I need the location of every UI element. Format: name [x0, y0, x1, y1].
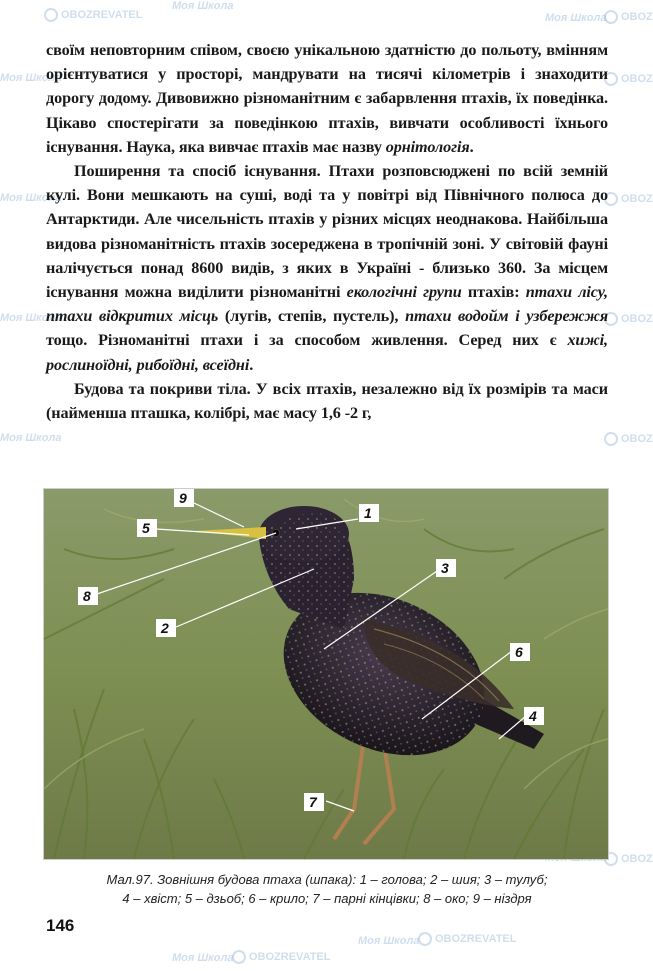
label-7: 7 — [309, 794, 317, 810]
label-2: 2 — [161, 620, 169, 636]
watermark: OBOZ — [604, 192, 653, 206]
obozrevatel-logo-icon — [232, 950, 246, 964]
watermark: OBOZ — [604, 10, 653, 24]
starling-illustration — [44, 489, 608, 859]
watermark: OBOZ — [604, 312, 653, 326]
term-feeding-types: хижі, рослиноїдні, рибоїдні, всеїдні — [46, 331, 608, 374]
watermark: OBOZ — [604, 432, 653, 446]
label-5: 5 — [142, 520, 150, 536]
paragraph-body-structure: Будова та покриви тіла. У всіх птахів, незалежно від їх розмірів та маси (найменша пташка, колібрі, має масу 1,6 -2 г, — [46, 379, 608, 423]
label-1: 1 — [364, 505, 372, 521]
watermark: Моя Школа — [172, 0, 234, 12]
label-9: 9 — [179, 490, 187, 506]
watermark: Моя Школа — [0, 432, 62, 444]
caption-line: 4 – хвіст; 5 – дзьоб; 6 – крило; 7 – парні кінцівки; 8 – око; 9 – ніздря — [122, 891, 532, 906]
watermark: OBOZREVATEL — [44, 8, 142, 22]
starling-figure — [43, 488, 609, 860]
watermark: Моя Школа — [0, 72, 62, 84]
page-number: 146 — [46, 916, 75, 935]
label-6: 6 — [515, 644, 523, 660]
section-heading-body-structure: Будова та покриви тіла. — [74, 379, 251, 398]
watermark: OBOZREVATEL — [418, 932, 516, 946]
watermark: Моя Школа — [172, 952, 234, 964]
term-ornithology: орнітологія — [385, 137, 470, 156]
term-forest-open-birds: птахи лісу, птахи відкритих місць — [46, 283, 608, 326]
watermark: OBOZREVATEL — [232, 950, 330, 964]
term-ecological-groups: екологічні групи — [346, 283, 462, 302]
watermark: OBOZ — [604, 72, 653, 86]
label-3: 3 — [441, 560, 449, 576]
obozrevatel-logo-icon — [604, 10, 618, 24]
term-water-birds: птахи водойм і узбережжя — [405, 307, 608, 326]
figure-caption — [46, 870, 608, 908]
section-heading-distribution: Поширення та спосіб існування. — [74, 162, 321, 181]
watermark: Моя Школа — [545, 12, 607, 24]
watermark: OBOZ — [604, 852, 653, 866]
obozrevatel-logo-icon — [604, 432, 618, 446]
obozrevatel-logo-icon — [44, 8, 58, 22]
watermark: Моя Школа — [0, 312, 62, 324]
watermark: Моя Школа — [358, 935, 420, 947]
paragraph-intro: своїм неповторним співом, своєю унікальною здатністю до польоту, вмінням орієнтуватися у просторі, мандрувати на тисячі кілометрів і знаходити дорогу додому. Дивовижно різноманітним є забарвлення птахів, їх поведінка. Цікаво спостерігати за поведінкою птахів, вивчати особливості їхнього існування. Наука, яка вивчає птахів має назву орнітологія. — [46, 41, 608, 156]
obozrevatel-logo-icon — [418, 932, 432, 946]
caption-line: Мал.97. Зовнішня будова птаха (шпака): 1 – голова; 2 – шия; 3 – тулуб; — [106, 872, 548, 887]
paragraph-distribution: Поширення та спосіб існування. Птахи розповсюджені по всій земній кулі. Вони мешкають на суші, воді та у повітрі від Північного полюса до Антарктиди. Але чисельність птахів у різних місцях неоднакова. Найбільша видова різноманітність птахів зосереджена в тропічній зоні. У світовій фауні налічується понад 8600 видів, з яких в Україні - близько 360. За місцем існування можна виділити різноманітні екологічні групи птахів: птахи лісу, птахи відкритих місць (лугів, степів, пустель), птахи водойм і узбережжя тощо. Різноманітні птахи і за способом живлення. Серед них є хижі, рослиноїдні, рибоїдні, всеїдні. — [46, 162, 608, 374]
body-text — [46, 38, 608, 425]
watermark: Моя Школа — [0, 192, 62, 204]
label-4: 4 — [529, 708, 537, 724]
label-8: 8 — [83, 588, 91, 604]
